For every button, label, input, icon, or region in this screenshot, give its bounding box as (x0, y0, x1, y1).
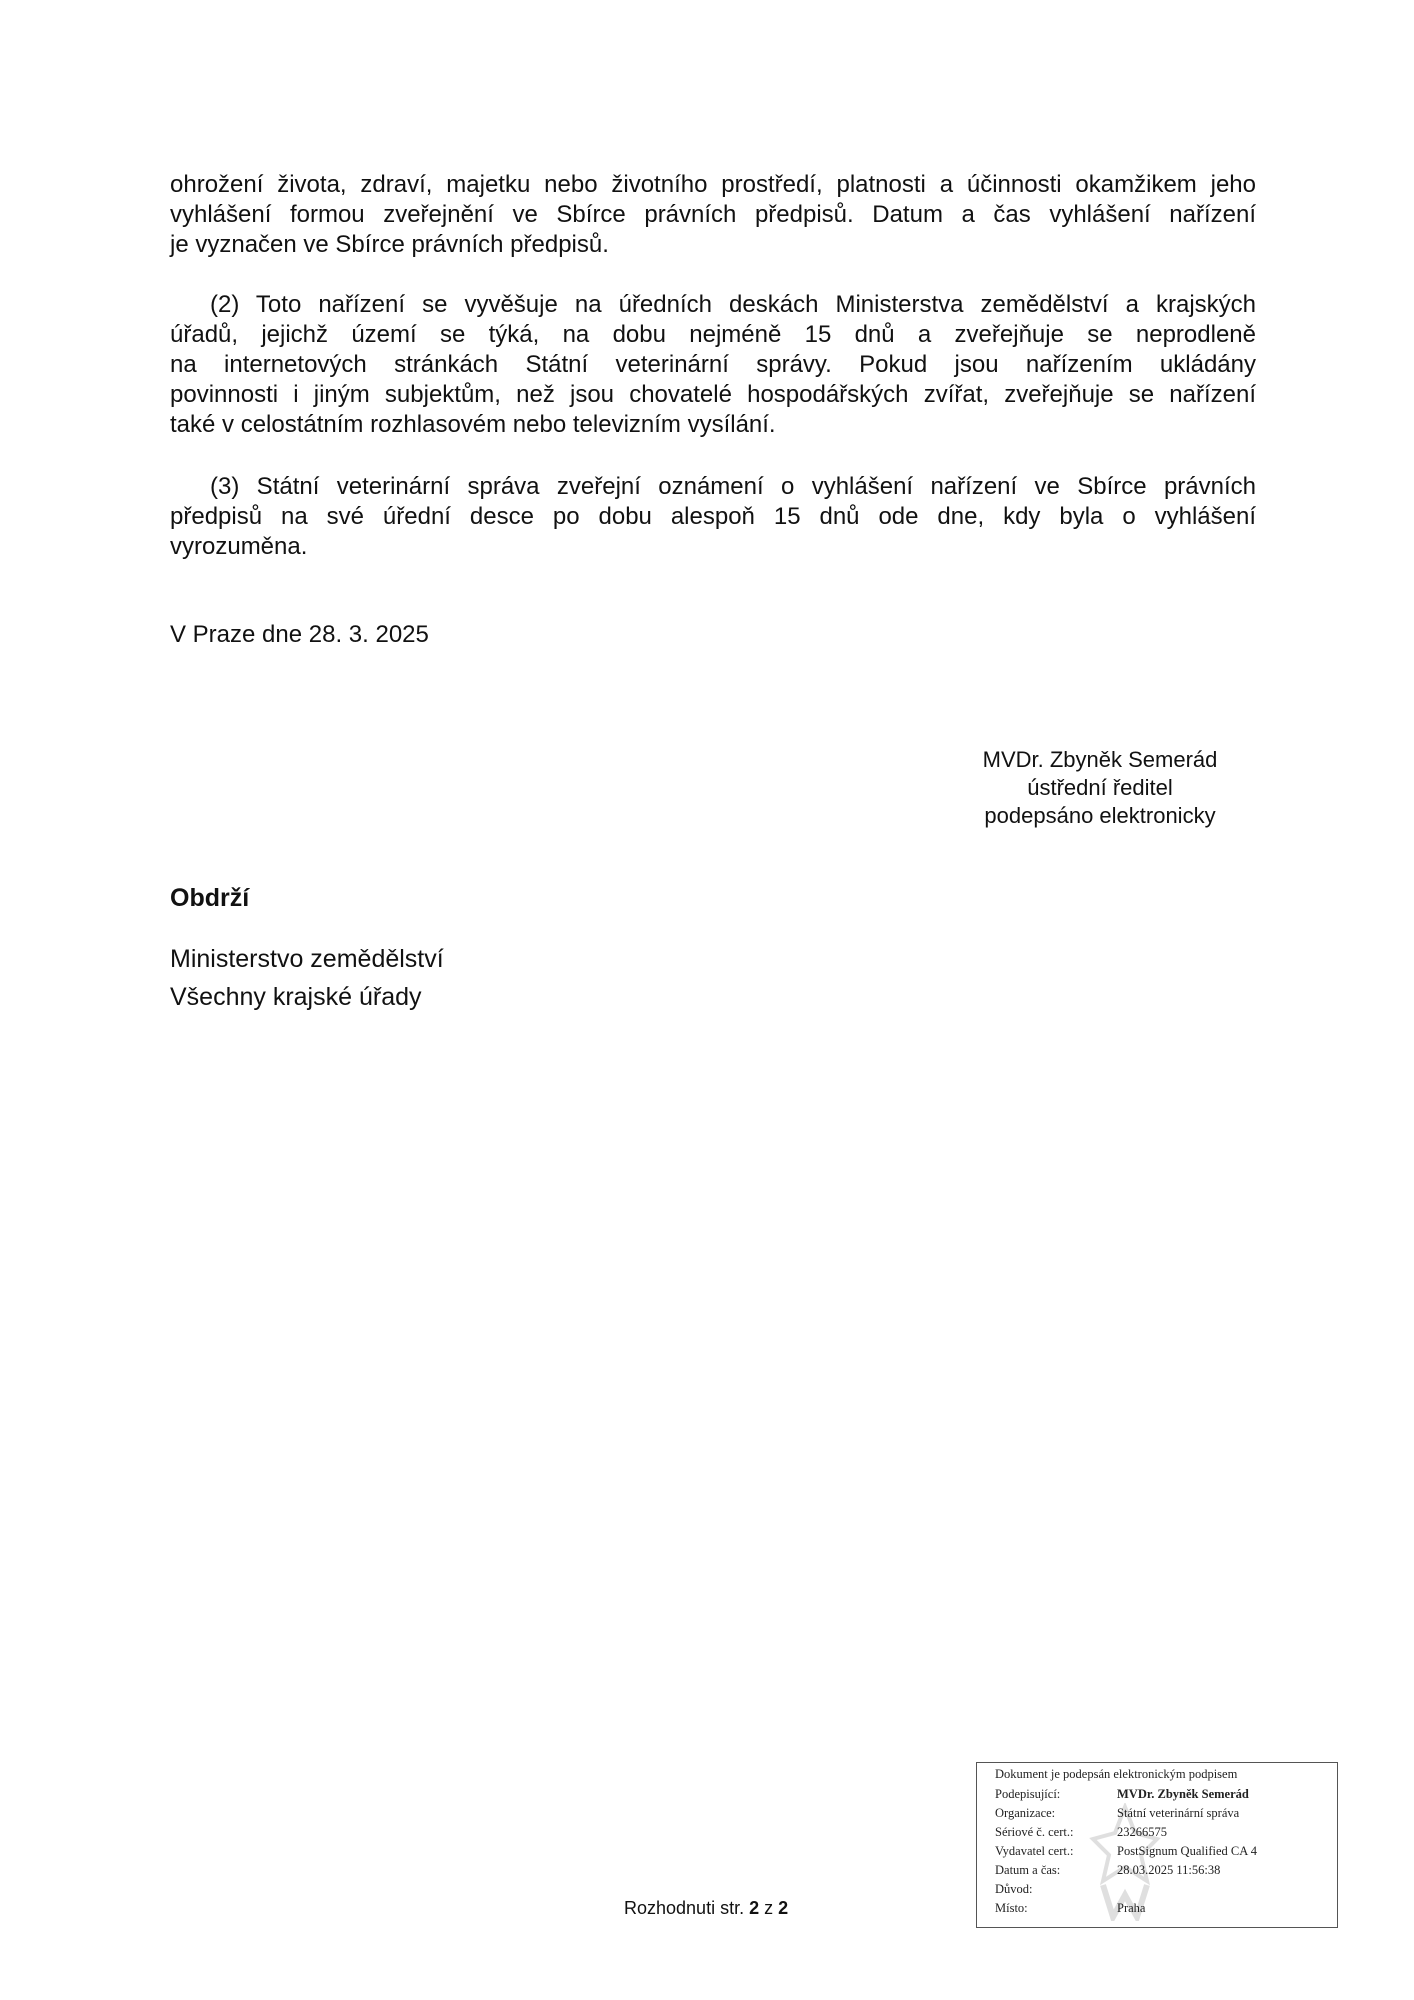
signature-label: Organizace: (995, 1806, 1056, 1820)
paragraph-1 (170, 170, 1256, 260)
place-date: V Praze dne 28. 3. 2025 (170, 621, 429, 648)
page-footer (624, 1898, 788, 1919)
signature-row-datetime (995, 1863, 1325, 1881)
signature-value: 28.03.2025 11:56:38 (1117, 1863, 1221, 1877)
signature-label: Datum a čas: (995, 1863, 1061, 1877)
signature-value: 23266575 (1117, 1825, 1167, 1839)
signature-label: Sériové č. cert.: (995, 1825, 1074, 1839)
recipients-title: Obdrží (170, 884, 250, 912)
recipient-item: Ministerstvo zemědělství (170, 945, 444, 973)
signer-note: podepsáno elektronicky (984, 803, 1216, 828)
signature-label: Vydavatel cert.: (995, 1844, 1074, 1858)
signature-value: MVDr. Zbyněk Semerád (1117, 1787, 1249, 1801)
signature-row-organization (995, 1806, 1325, 1824)
paragraph-3-line: (3) Státní veterinární správa zveřejní oznámení o vyhlášení nařízení ve Sbírce právních (210, 473, 1256, 500)
signature-row-serial (995, 1825, 1325, 1843)
signature-label: Podepisující: (995, 1787, 1061, 1801)
paragraph-1-line: vyhlášení formou zveřejnění ve Sbírce právních předpisů. Datum a čas vyhlášení nařízení (170, 201, 1256, 228)
signature-label: Důvod: (995, 1882, 1033, 1896)
paragraph-1-line: ohrožení života, zdraví, majetku nebo životního prostředí, platnosti a účinnosti okamžikem jeho (170, 171, 1256, 198)
signature-value: PostSignum Qualified CA 4 (1117, 1844, 1257, 1858)
signature-label: Místo: (995, 1901, 1028, 1915)
signature-box-header: Dokument je podepsán elektronickým podpisem (995, 1767, 1238, 1781)
paragraph-3 (170, 472, 1256, 562)
recipients-list (170, 940, 444, 1016)
electronic-signature-box (976, 1762, 1338, 1928)
signer-block (900, 746, 1300, 830)
footer-middle: z (759, 1898, 779, 1918)
paragraph-3-line: vyrozuměna. (170, 533, 308, 560)
signer-title: ústřední ředitel (1027, 775, 1173, 800)
signature-value: Praha (1117, 1901, 1146, 1915)
signature-value: Státní veterinární správa (1117, 1806, 1240, 1820)
footer-page-total: 2 (778, 1898, 789, 1918)
footer-prefix: Rozhodnuti str. (624, 1898, 750, 1918)
paragraph-2-line: (2) Toto nařízení se vyvěšuje na úředních deskách Ministerstva zemědělství a krajských (210, 291, 1256, 318)
footer-page-number: 2 (749, 1898, 760, 1918)
signature-row-signer (995, 1787, 1325, 1805)
signature-row-place (995, 1901, 1325, 1919)
paragraph-2 (170, 290, 1256, 440)
recipient-item: Všechny krajské úřady (170, 983, 422, 1011)
signer-name: MVDr. Zbyněk Semerád (982, 747, 1218, 772)
paragraph-2-line: povinnosti i jiným subjektům, než jsou chovatelé hospodářských zvířat, zveřejňuje se nařízení (170, 381, 1256, 408)
paragraph-2-line: na internetových stránkách Státní veterinární správy. Pokud jsou nařízením ukládány (170, 351, 1256, 378)
signature-row-reason (995, 1882, 1325, 1900)
paragraph-3-line: předpisů na své úřední desce po dobu alespoň 15 dnů ode dne, kdy byla o vyhlášení (170, 503, 1256, 530)
paragraph-1-line: je vyznačen ve Sbírce právních předpisů. (170, 231, 609, 258)
signature-row-issuer (995, 1844, 1325, 1862)
paragraph-2-line: úřadů, jejichž území se týká, na dobu nejméně 15 dnů a zveřejňuje se neprodleně (170, 321, 1256, 348)
paragraph-2-line: také v celostátním rozhlasovém nebo televizním vysílání. (170, 411, 776, 438)
